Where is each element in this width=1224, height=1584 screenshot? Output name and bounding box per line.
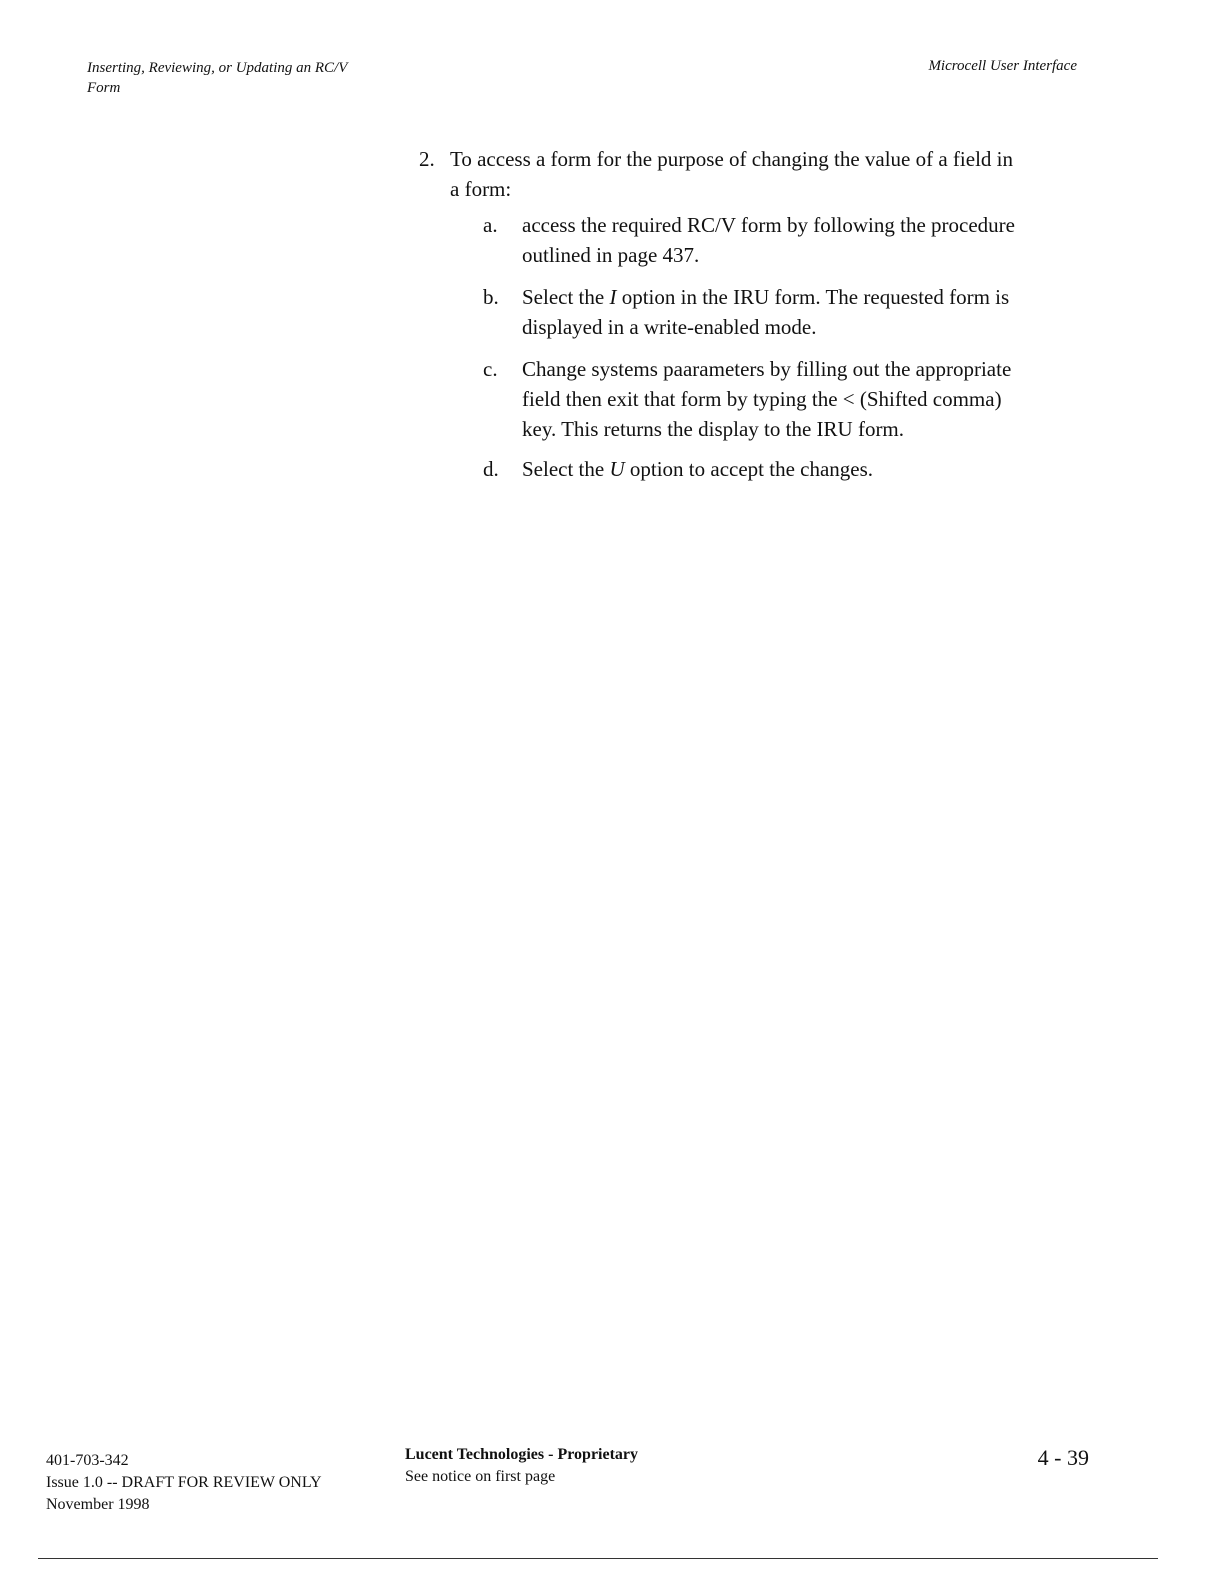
option-key-i: I — [609, 285, 617, 309]
footer-document-info — [46, 1450, 322, 1516]
substep-text-segment: Select the — [522, 457, 610, 481]
substep-text — [522, 282, 1083, 342]
issue-status: Issue 1.0 -- DRAFT FOR REVIEW ONLY — [46, 1474, 322, 1491]
substep-line-1 — [522, 454, 1083, 484]
substep-line-1: Change systems paarameters by filling out the appropriate — [522, 357, 1012, 381]
substep-b — [483, 282, 1083, 342]
proprietary-notice: See notice on first page — [405, 1468, 556, 1485]
substep-letter: a. — [483, 213, 498, 237]
footer-rule — [38, 1558, 1158, 1559]
procedure-step-2 — [419, 144, 1089, 204]
substep-c — [483, 354, 1083, 444]
substep-line-1 — [522, 282, 1083, 312]
issue-date: November 1998 — [46, 1496, 150, 1513]
step-text-line-1: To access a form for the purpose of changing the value of a field in — [450, 147, 1013, 171]
option-key-u: U — [609, 457, 625, 481]
substep-letter: b. — [483, 285, 499, 309]
step-text — [450, 144, 1089, 204]
substep-line-2: field then exit that form by typing the < (Shifted comma) — [522, 387, 1002, 411]
running-header-chapter-title: Microcell User Interface — [928, 58, 1077, 74]
substep-text — [522, 210, 1083, 270]
page-number: 4 - 39 — [1037, 1445, 1089, 1470]
substep-text-segment: option to accept the changes. — [624, 457, 874, 481]
running-header-section-title — [87, 58, 427, 98]
substep-a — [483, 210, 1083, 270]
substep-text-segment: Select the — [522, 285, 610, 309]
footer-proprietary — [405, 1444, 638, 1488]
substep-line-2: outlined in page 437. — [522, 243, 700, 267]
substep-line-3: key. This returns the display to the IRU form. — [522, 417, 905, 441]
doc-number: 401-703-342 — [46, 1452, 129, 1469]
substep-letter: d. — [483, 457, 499, 481]
substep-line-1: access the required RC/V form by following the procedure — [522, 213, 1015, 237]
step-number: 2. — [419, 147, 435, 171]
substep-text — [522, 354, 1083, 444]
substep-text-segment: option in the IRU form. The requested form is — [616, 285, 1010, 309]
company-proprietary-label: Lucent Technologies - Proprietary — [405, 1446, 639, 1463]
substep-line-2: displayed in a write-enabled mode. — [522, 315, 817, 339]
substep-letter: c. — [483, 357, 498, 381]
substep-text — [522, 454, 1083, 484]
header-title-line-2: Form — [87, 80, 121, 96]
step-text-line-2: a form: — [450, 177, 512, 201]
substep-d — [483, 454, 1083, 484]
header-title-line-1: Inserting, Reviewing, or Updating an RC/V — [87, 60, 348, 76]
